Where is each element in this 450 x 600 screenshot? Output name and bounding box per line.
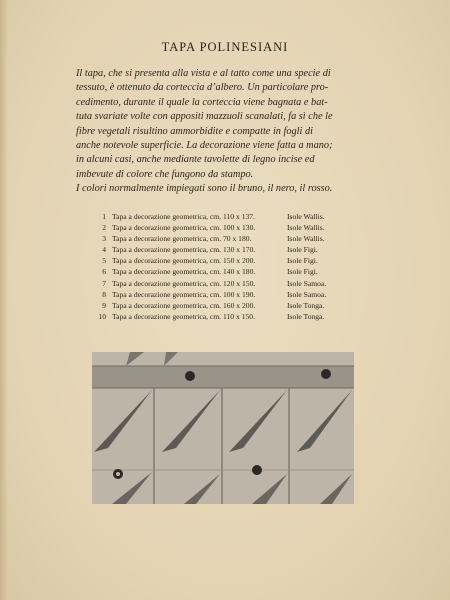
hole-center (116, 472, 120, 476)
catalog-list (92, 211, 362, 322)
intro-paragraph (76, 67, 376, 197)
hole-mark (252, 465, 262, 475)
item-place: Isole Wallis. (287, 212, 325, 221)
item-description: Tapa a decorazione geometrica, cm. 160 x 200. (112, 300, 256, 310)
list-item (92, 278, 362, 289)
item-description: Tapa a decorazione geometrica, cm. 110 x 150. (112, 311, 255, 321)
hole-mark (185, 371, 195, 381)
tapa-cloth-photo (92, 352, 354, 504)
item-description: Tapa a decorazione geometrica, cm. 100 x 190. (112, 289, 256, 299)
page-edge-shadow (0, 0, 8, 600)
intro-line: Il tapa, che si presenta alla vista e al tatto come una specie di (76, 68, 331, 79)
item-number: 6 (102, 267, 106, 277)
item-number: 7 (102, 278, 106, 288)
list-item (92, 244, 362, 255)
top-band (92, 366, 354, 388)
list-item (92, 266, 362, 277)
item-description: Tapa a decorazione geometrica, cm. 130 x 170. (112, 245, 256, 255)
item-place: Isole Tonga. (287, 300, 325, 310)
item-place: Isole Tonga. (287, 311, 325, 321)
item-number: 8 (102, 289, 106, 299)
list-item (92, 311, 362, 322)
item-description: Tapa a decorazione geometrica, cm. 120 x 150. (112, 278, 256, 288)
item-number: 3 (102, 234, 106, 244)
item-place: Isole Figi. (287, 245, 318, 255)
item-description: Tapa a decorazione geometrica, cm. 100 x 130. (112, 223, 256, 233)
intro-line: tessuto, è ottenuto da corteccia d’albero. Un particolare pro- (76, 82, 329, 94)
intro-line: imbevute di colore che fungono da stampo. (76, 168, 254, 180)
item-description: Tapa a decorazione geometrica, cm. 150 x 200. (112, 256, 256, 266)
item-number: 10 (98, 311, 106, 321)
item-number: 4 (102, 245, 106, 255)
list-item (92, 222, 362, 233)
item-description: Tapa a decorazione geometrica, cm. 140 x 180. (112, 267, 256, 277)
list-item (92, 255, 362, 266)
list-item (92, 211, 362, 222)
item-description: Tapa a decorazione geometrica, cm. 70 x 180. (112, 234, 252, 244)
intro-line: cedimento, durante il quale la corteccia viene bagnata e bat- (76, 96, 328, 108)
item-place: Isole Figi. (287, 267, 318, 277)
item-description: Tapa a decorazione geometrica, cm. 110 x 137. (112, 212, 255, 221)
intro-line: tuta svariate volte con appositi mazzuoli scanalati, fa sì che le (76, 111, 333, 123)
item-number: 1 (102, 212, 106, 221)
intro-line: I colori normalmente impiegati sono il bruno, il nero, il rosso. (76, 183, 333, 195)
list-item (92, 233, 362, 244)
intro-line: anche notevole superficie. La decorazione viene fatta a mano; (76, 140, 333, 152)
item-place: Isole Samoa. (287, 289, 327, 299)
item-place: Isole Wallis. (287, 223, 325, 233)
item-place: Isole Samoa. (287, 278, 327, 288)
item-place: Isole Wallis. (287, 234, 325, 244)
list-item (92, 300, 362, 311)
intro-line: fibre vegetali risultino ammorbidite e compatte in fogli di (76, 125, 313, 137)
tapa-cloth-image (92, 352, 354, 504)
item-number: 5 (102, 256, 106, 266)
intro-line: in alcuni casi, anche mediante tavolette di legno incise ed (76, 154, 315, 166)
list-item (92, 289, 362, 300)
item-number: 2 (102, 223, 106, 233)
item-place: Isole Figi. (287, 256, 318, 266)
item-number: 9 (102, 300, 106, 310)
page-title: TAPA POLINESIANI (161, 40, 289, 54)
hole-mark (321, 369, 331, 379)
